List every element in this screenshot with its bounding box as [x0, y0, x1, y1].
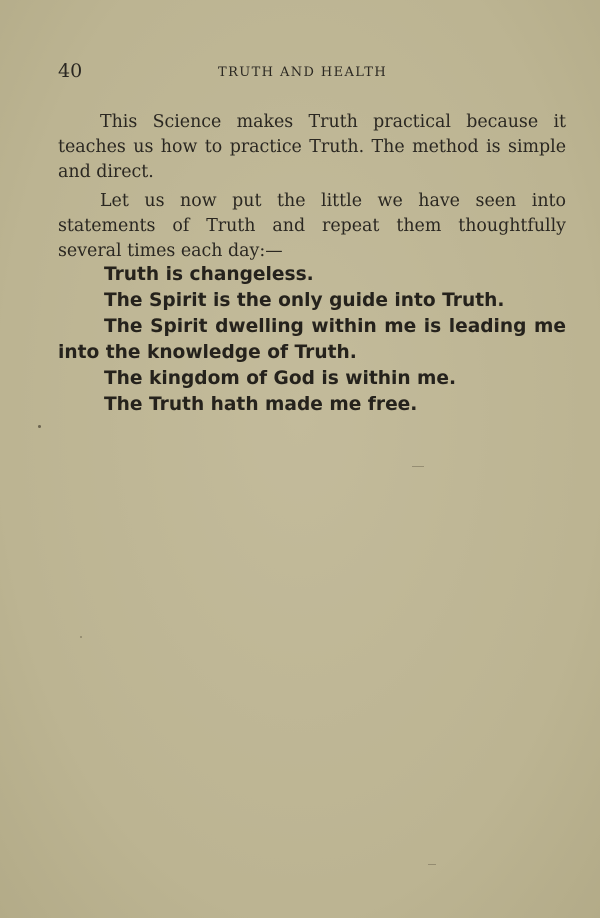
affirmation: The kingdom of God is within me.: [104, 368, 457, 389]
paragraph: This Science makes Truth practical because it teaches us how to practice Truth. The method is simple and direct.: [58, 112, 566, 182]
paragraph: Let us now put the little we have seen into statements of Truth and repeat them thoughtfully several times each day:—: [58, 191, 566, 261]
affirmation-list: [58, 262, 566, 418]
affirmation: The Spirit is the only guide into Truth.: [104, 290, 505, 311]
affirmation: Truth is changeless.: [104, 264, 314, 285]
paper-speck: [428, 864, 436, 865]
paper-speck: [80, 636, 82, 638]
body-text: [58, 110, 566, 268]
running-title: TRUTH AND HEALTH: [218, 65, 388, 80]
affirmation: The Truth hath made me free.: [104, 394, 418, 415]
paper-speck: [38, 425, 41, 428]
affirmation: The Spirit dwelling within me is leading me into the knowledge of Truth.: [58, 316, 566, 363]
page-number: 40: [58, 60, 83, 82]
page-header: [58, 60, 566, 84]
paper-speck: [412, 466, 424, 467]
